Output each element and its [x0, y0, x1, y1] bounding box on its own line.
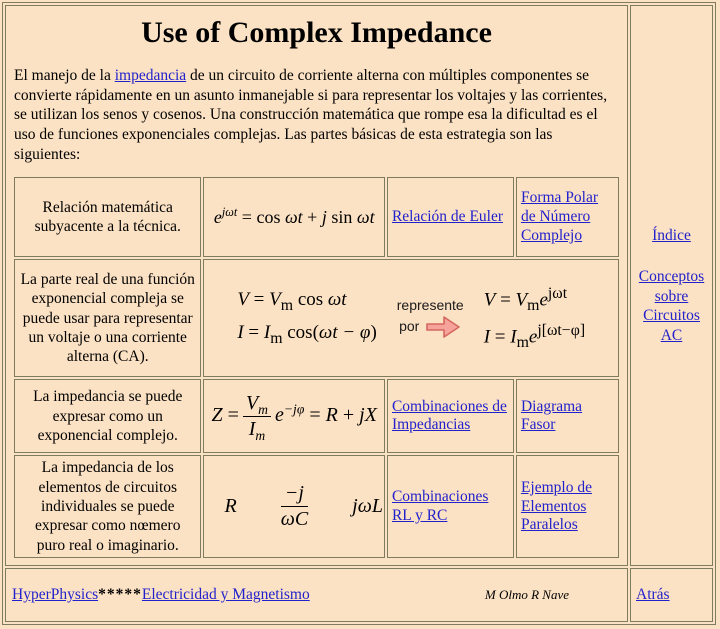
page-frame — [2, 2, 716, 625]
represente-por-label: represente por — [397, 297, 464, 339]
euler-relation-link[interactable]: Relación de Euler — [391, 208, 504, 226]
description-cell: La impedancia de los elementos de circuitos individuales se puede expresar como nœmero puro real o imaginario. — [14, 455, 201, 558]
impedance-formula-cell — [203, 379, 384, 453]
cosine-forms: $V = V_m$ cos ωt $I = I_m$ cos(ωt − φ) — [237, 289, 377, 347]
intro-text-post: de un circuito de corriente alterna con múltiples componentes se convierte rápidamente en un asunto inmanejable si para representar los voltajes y las corrientes, se utilizan los senos y cosenos. Una construcción matemática que rompe esa la dificultad es el uso de funciones exponenciales complejas. Las partes básicas de esta estrategia son las siguientes: — [14, 67, 608, 163]
table-row-impedance — [14, 379, 619, 453]
concepts-table — [12, 175, 621, 560]
authors-credit: M Olmo R Nave — [484, 587, 569, 602]
description-cell: La impedancia se puede expresar como un exponencial complejo. — [14, 379, 201, 453]
phasor-diagram-link[interactable]: Diagrama Fasor — [520, 397, 583, 434]
table-row-euler — [14, 177, 619, 257]
electricidad-magnetismo-link[interactable]: Electricidad y Magnetismo — [141, 586, 310, 603]
main-content-cell — [5, 5, 628, 566]
link-cell — [516, 379, 619, 453]
link-cell — [387, 177, 514, 257]
back-link[interactable]: Atrás — [636, 586, 670, 603]
impedance-combinations-link[interactable]: Combinaciones de Impedancias — [391, 397, 507, 434]
description-cell: Relación matemática subyacente a la técnica. — [14, 177, 201, 257]
euler-formula: $e^{j\omega t} = \cos \omega t + j$ sin ωt — [213, 204, 375, 227]
sidebar-link-indice[interactable]: Índice — [652, 227, 691, 245]
table-row-elements — [14, 455, 619, 558]
rl-rc-combinations-link[interactable]: Combinaciones RL y RC — [391, 488, 489, 524]
sidebar-cell — [630, 5, 713, 566]
link-cell — [516, 455, 619, 558]
euler-formula-cell — [203, 177, 384, 257]
impedance-formula: Z = $\frac{V_m}{I_m}$ $e^{-j\varphi} = R$ + jX — [211, 391, 377, 443]
parallel-elements-link[interactable]: Ejemplo de Elementos Paralelos — [520, 478, 592, 534]
intro-text-pre: El manejo de la — [14, 67, 115, 84]
link-cell — [387, 379, 514, 453]
exponential-forms: $V = V_me^{j\omega t}$ $I = I_me^{j[\omega t-\varphi]}$ — [483, 284, 586, 351]
table-row-exponential — [14, 259, 619, 377]
intro-paragraph — [14, 66, 619, 164]
footer-cell — [5, 568, 628, 622]
link-cell — [516, 177, 619, 257]
polar-form-link[interactable]: Forma Polar de Número Complejo — [520, 189, 599, 244]
elements-formula-cell — [203, 455, 384, 558]
transform-formula-cell — [203, 259, 619, 377]
sidebar-link-conceptos-circuitos-ac[interactable]: Conceptos sobre Circuitos AC — [638, 268, 705, 344]
elements-formula: R $\frac{-j}{\omega C}$ jωL — [224, 482, 383, 531]
hyperphysics-link[interactable]: HyperPhysics — [12, 586, 99, 603]
right-arrow-icon — [425, 315, 461, 339]
stars-separator: ***** — [98, 586, 142, 603]
impedancia-link[interactable]: impedancia — [114, 67, 187, 84]
link-cell — [387, 455, 514, 558]
description-cell: La parte real de una función exponencial compleja se puede usar para representar un voltaje o una corriente alterna (CA). — [14, 259, 201, 377]
back-cell — [630, 568, 713, 622]
page-title: Use of Complex Impedance — [141, 16, 492, 49]
